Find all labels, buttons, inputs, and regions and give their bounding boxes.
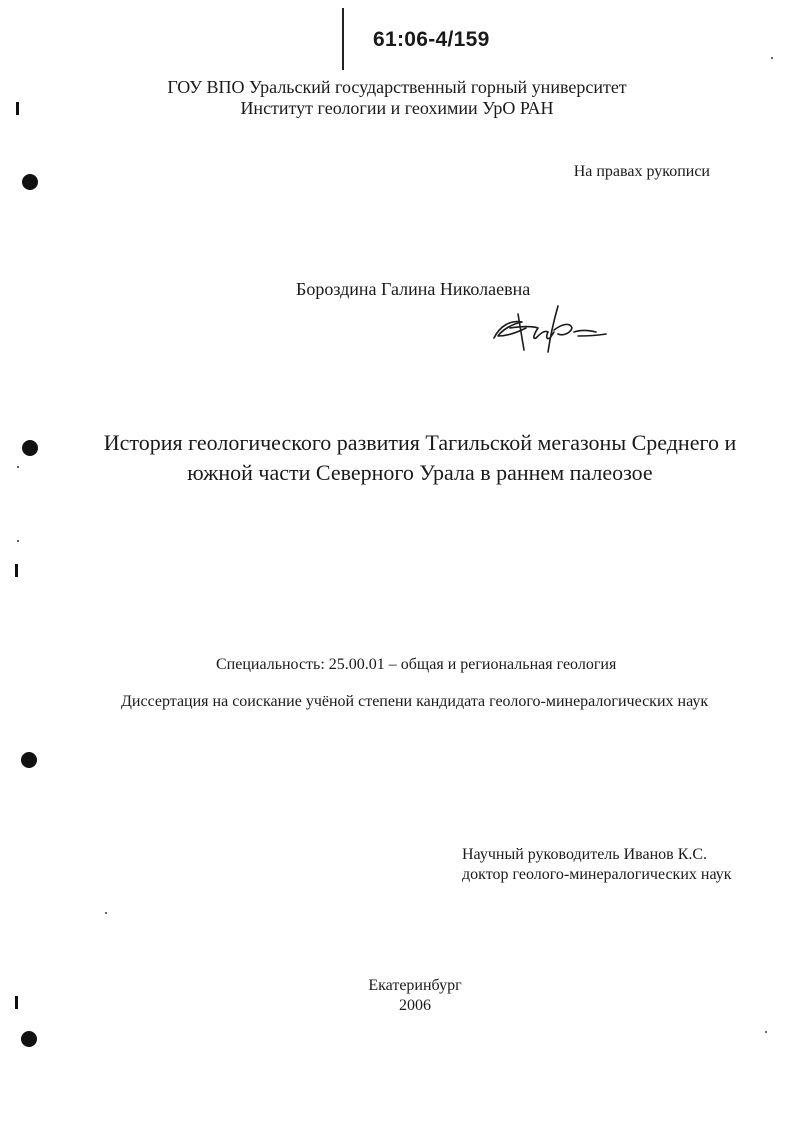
place-and-year (340, 976, 490, 1016)
scientific-advisor (462, 845, 732, 885)
advisor-name: Научный руководитель Иванов К.С. (462, 846, 708, 863)
binder-mark (15, 564, 18, 577)
institution-name: ГОУ ВПО Уральский государственный горный университет (167, 77, 627, 97)
scan-speck (17, 540, 19, 542)
scan-speck (765, 1031, 767, 1033)
author-name: Бороздина Галина Николаевна (296, 279, 531, 299)
advisor-degree: доктор геолого-минералогических наук (462, 866, 732, 883)
dissertation-title (80, 428, 760, 488)
binder-mark (15, 996, 18, 1009)
binder-hole (21, 752, 37, 768)
stamp-divider (342, 8, 344, 70)
degree-statement: Диссертация на соискание учёной степени кандидата геолого-минералогических наук (121, 693, 709, 710)
title-line: История геологического развития Тагильской мегазоны Среднего и (103, 430, 737, 455)
institute-name: Институт геологии и геохимии УрО РАН (240, 98, 554, 118)
city: Екатеринбург (368, 977, 462, 994)
scan-speck (17, 466, 19, 468)
binder-hole (22, 174, 38, 190)
binder-hole (21, 1031, 37, 1047)
archive-code: 61:06-4/159 (373, 28, 490, 51)
scan-speck (771, 57, 773, 59)
manuscript-rights: На правах рукописи (573, 163, 710, 180)
year: 2006 (399, 997, 431, 1014)
binder-hole (22, 440, 38, 456)
title-line: южной части Северного Урала в раннем палеозое (187, 460, 653, 485)
scan-speck (105, 912, 107, 914)
signature-icon (488, 300, 613, 360)
specialty: Специальность: 25.00.01 – общая и региональная геология (216, 656, 617, 673)
